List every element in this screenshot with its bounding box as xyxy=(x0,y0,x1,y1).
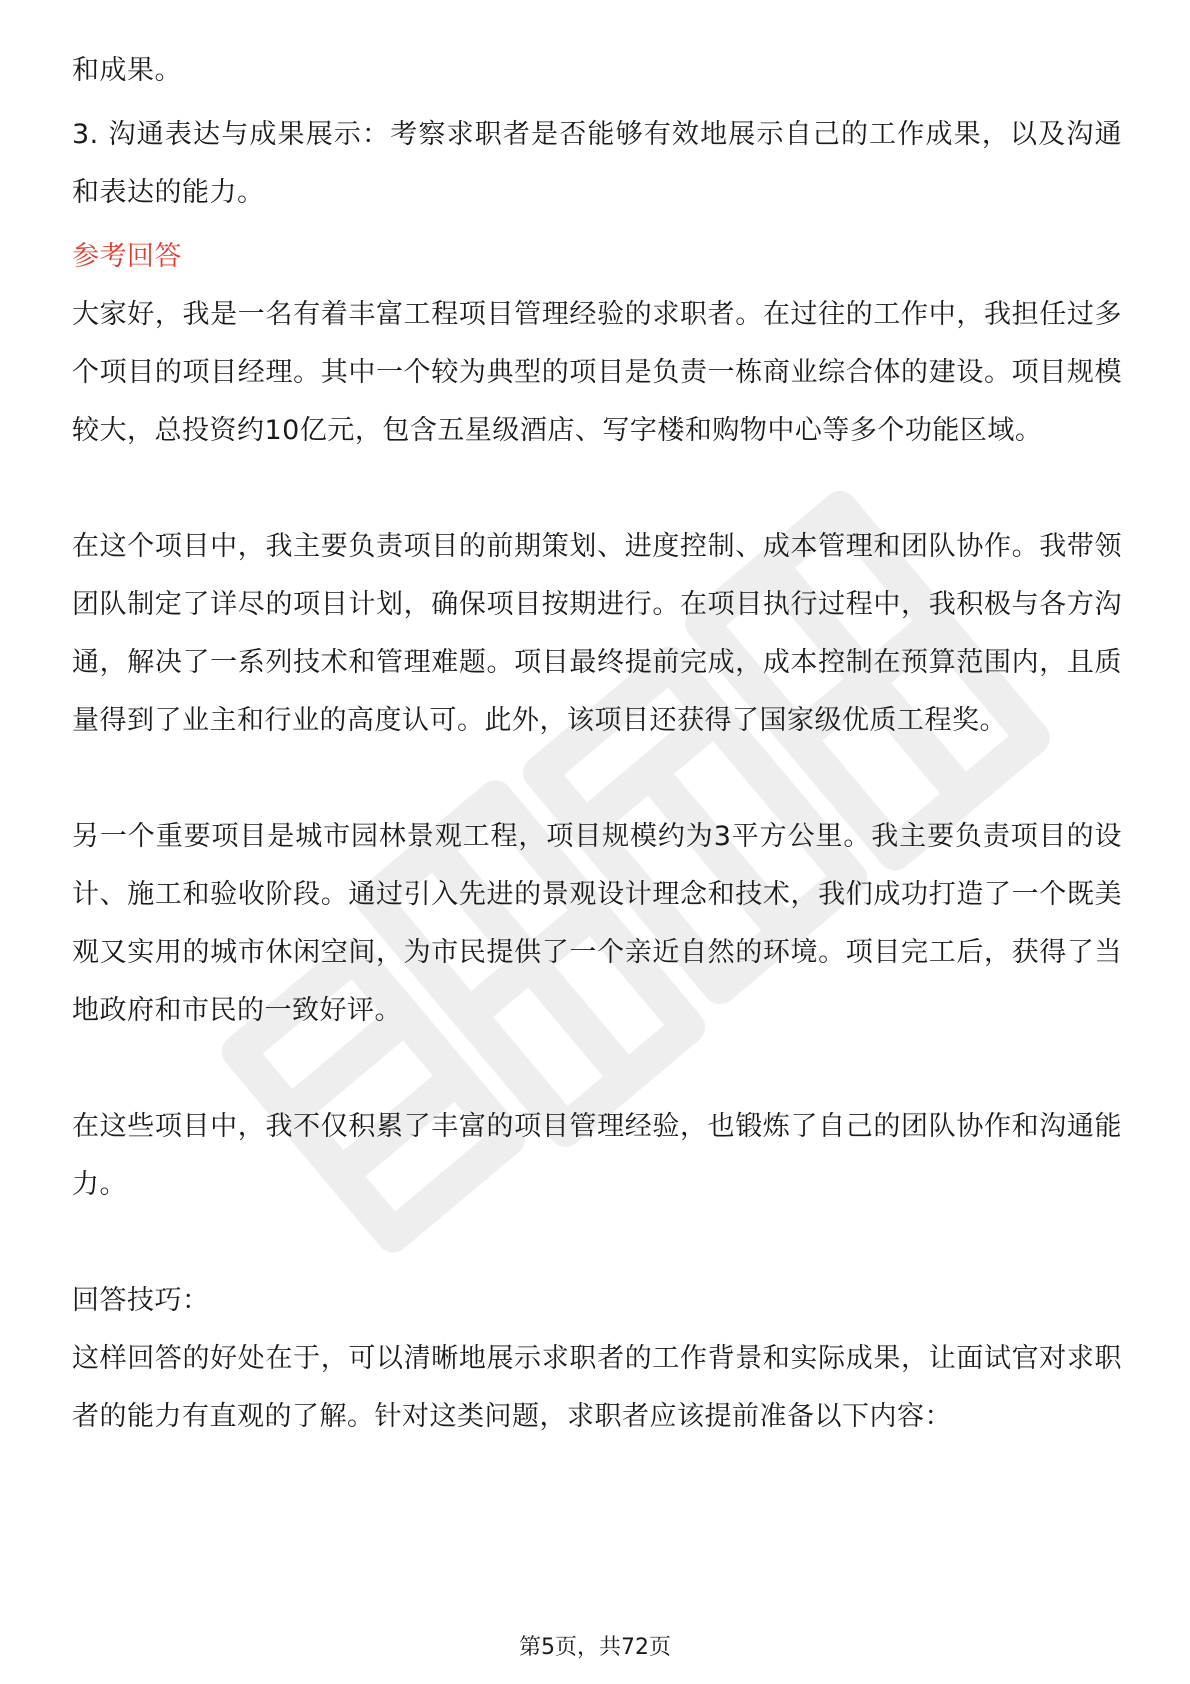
subheading: 回答技巧： xyxy=(72,1285,210,1316)
paragraph: 3. 沟通表达与成果展示：考察求职者是否能够有效地展示自己的工作成果，以及沟通和表达的能力。 xyxy=(72,119,1122,208)
document-body xyxy=(72,42,1122,1446)
paragraph: 和成果。 xyxy=(72,55,182,86)
paragraph: 在这些项目中，我不仅积累了丰富的项目管理经验，也锻炼了自己的团队协作和沟通能力。 xyxy=(72,1111,1122,1200)
section-heading: 参考回答 xyxy=(72,241,182,272)
paragraph: 另一个重要项目是城市园林景观工程，项目规模约为3平方公里。我主要负责项目的设计、施工和验收阶段。通过引入先进的景观设计理念和技术，我们成功打造了一个既美观又实用的城市休闲空间，为市民提供了一个亲近自然的环境。项目完工后，获得了当地政府和市民的一致好评。 xyxy=(72,821,1122,1026)
paragraph: 大家好，我是一名有着丰富工程项目管理经验的求职者。在过往的工作中，我担任过多个项目的项目经理。其中一个较为典型的项目是负责一栋商业综合体的建设。项目规模较大，总投资约10亿元，包含五星级酒店、写字楼和购物中心等多个功能区域。 xyxy=(72,299,1122,446)
paragraph: 这样回答的好处在于，可以清晰地展示求职者的工作背景和实际成果，让面试官对求职者的能力有直观的了解。针对这类问题，求职者应该提前准备以下内容： xyxy=(72,1343,1122,1432)
paragraph: 在这个项目中，我主要负责项目的前期策划、进度控制、成本管理和团队协作。我带领团队制定了详尽的项目计划，确保项目按期进行。在项目执行过程中，我积极与各方沟通，解决了一系列技术和管理难题。项目最终提前完成，成本控制在预算范围内，且质量得到了业主和行业的高度认可。此外，该项目还获得了国家级优质工程奖。 xyxy=(72,531,1122,736)
page-number: 第5页，共72页 xyxy=(519,1635,671,1660)
